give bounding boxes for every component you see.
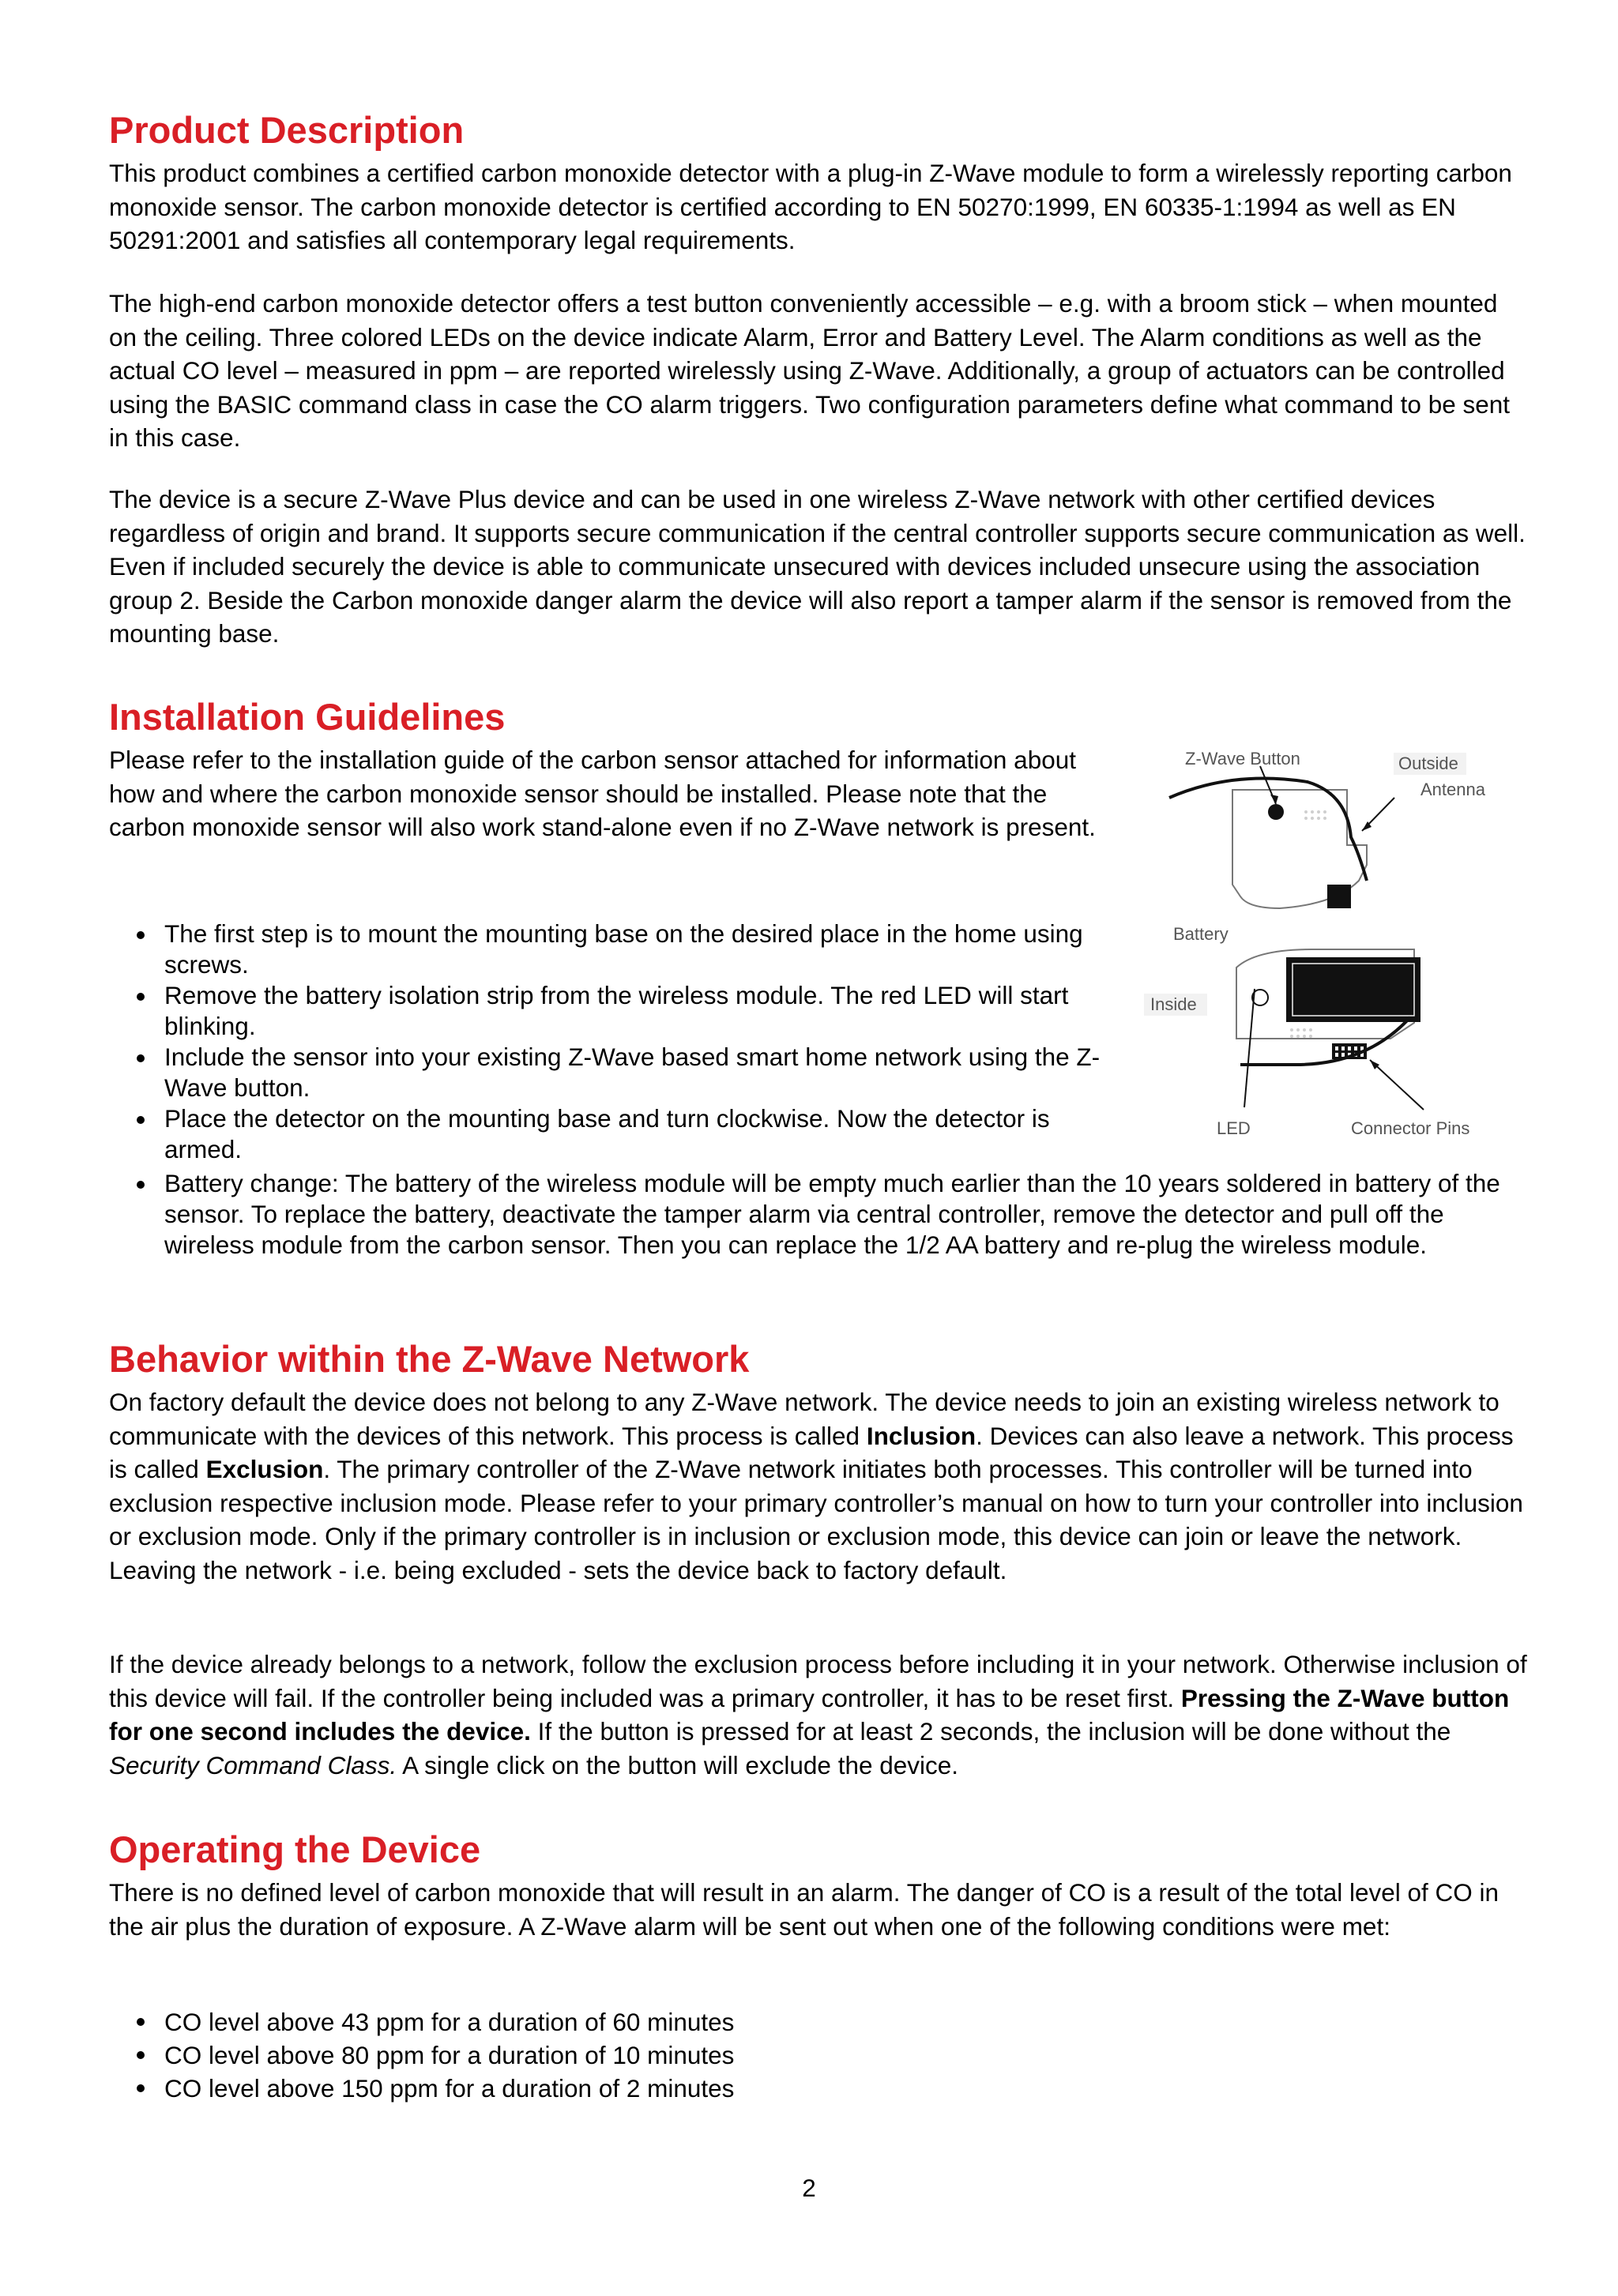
product-description-paragraph-2: The high-end carbon monoxide detector offers a test button conveniently accessible – e.g. with a broom stick – when mounted on the ceiling. Three colored LEDs on the device indicate Alarm, Error and Battery Level. The Alarm conditions as well as the actual CO level – measured in ppm – are reported wirelessly using Z-Wave. Additionally, a group of actuators can be controlled using the BASIC command class in case the CO alarm triggers. Two configuration parameters define what command to be sent in this case. bbox=[109, 289, 1511, 452]
antenna-label: Antenna bbox=[1420, 780, 1485, 799]
outside-label: Outside bbox=[1398, 753, 1458, 773]
product-description-paragraph-3: The device is a secure Z-Wave Plus device and can be used in one wireless Z-Wave network with other certified devices regardless of origin and brand. It supports secure communication if the central controller supports secure communication as well. Even if included securely the device is able to communicate unsecured with devices included unsecure using the association group 2. Beside the Carbon monoxide danger alarm the device will also report a tamper alarm if the sensor is removed from the mounting base. bbox=[109, 485, 1526, 648]
list-item: Include the sensor into your existing Z-Wave based smart home network using the Z-Wave button. bbox=[109, 1042, 1108, 1103]
behavior-heading: Behavior within the Z-Wave Network bbox=[109, 1338, 750, 1380]
inside-label: Inside bbox=[1150, 994, 1197, 1014]
include-instruction: Pressing the Z-Wave button for one second includes the device. bbox=[109, 1683, 1510, 1745]
battery-label: Battery bbox=[1173, 924, 1229, 944]
behavior-paragraph-1: On factory default the device does not belong to any Z-Wave network. The device needs to join an existing wireless network to communicate with the devices of this network. This process is called Inclusion. Devices can also leave a network. This process is called Exclusion. The primary controller of the Z-Wave network initiates both processes. This controller will be turned into exclusion respective inclusion mode. Please refer to your primary controller’s manual on how to turn your controller into inclusion or exclusion mode. Only if the primary controller is in inclusion or exclusion mode, this device can join or leave the network. Leaving the network - i.e. being excluded - sets the device back to factory default. bbox=[109, 1388, 1523, 1584]
installation-battery-list bbox=[109, 1168, 1531, 1261]
sensor-module-diagram bbox=[1138, 742, 1493, 1153]
connector-pins-label: Connector Pins bbox=[1351, 1118, 1470, 1138]
behavior-paragraph-2: If the device already belongs to a network, follow the exclusion process before including it in your network. Otherwise inclusion of this device will fail. If the controller being included was a primary controller, it has to be reset first. Pressing the Z-Wave button for one second includes the device. If the button is pressed for at least 2 seconds, the inclusion will be done without the Security Command Class. A single click on the button will exclude the device. bbox=[109, 1650, 1527, 1779]
operating-paragraph: There is no defined level of carbon monoxide that will result in an alarm. The danger of CO is a result of the total level of CO in the air plus the duration of exposure. A Z-Wave alarm will be sent out when one of the following conditions were met: bbox=[109, 1878, 1499, 1941]
list-item: CO level above 80 ppm for a duration of 10 minutes bbox=[109, 2039, 1531, 2072]
list-item: Place the detector on the mounting base and turn clockwise. Now the detector is armed. bbox=[109, 1103, 1108, 1165]
battery-block bbox=[1286, 957, 1420, 1022]
installation-intro-paragraph: Please refer to the installation guide of the carbon sensor attached for information about how and where the carbon monoxide sensor should be installed. Please note that the carbon monoxide sensor will also work stand-alone even if no Z-Wave network is present. bbox=[109, 746, 1096, 841]
led-label: LED bbox=[1217, 1118, 1251, 1138]
list-item: Battery change: The battery of the wireless module will be empty much earlier than the 10 years soldered in battery of the sensor. To replace the battery, deactivate the tamper alarm via central controller, remove the detector and pull off the wireless module from the carbon sensor. Then you can replace the 1/2 AA battery and re-plug the wireless module. bbox=[109, 1168, 1531, 1261]
outside-view bbox=[1169, 766, 1394, 908]
page-number: 2 bbox=[802, 2174, 816, 2202]
operating-heading: Operating the Device bbox=[109, 1828, 481, 1870]
alarm-conditions-list bbox=[109, 2005, 1531, 2105]
list-item: Remove the battery isolation strip from the wireless module. The red LED will start blinking. bbox=[109, 980, 1108, 1042]
exclusion-term: Exclusion bbox=[205, 1455, 324, 1483]
product-description-paragraph-1: This product combines a certified carbon monoxide detector with a plug-in Z-Wave module to form a wirelessly reporting carbon monoxide sensor. The carbon monoxide detector is certified according to EN 50270:1999, EN 60335-1:1994 as well as EN 50291:2001 and satisfies all contemporary legal requirements. bbox=[109, 159, 1512, 254]
inside-view bbox=[1236, 949, 1424, 1110]
installation-guidelines-heading: Installation Guidelines bbox=[109, 696, 506, 738]
list-item: CO level above 43 ppm for a duration of 60 minutes bbox=[109, 2005, 1531, 2039]
zwave-button-dot bbox=[1268, 804, 1284, 820]
list-item: CO level above 150 ppm for a duration of 2 minutes bbox=[109, 2072, 1531, 2105]
inclusion-term: Inclusion bbox=[866, 1421, 976, 1450]
list-item: The first step is to mount the mounting base on the desired place in the home using screws. bbox=[109, 919, 1108, 980]
installation-steps-list bbox=[109, 919, 1108, 1165]
security-command-class-term: Security Command Class. bbox=[109, 1750, 397, 1779]
zwave-button-label: Z-Wave Button bbox=[1185, 749, 1300, 768]
product-description-heading: Product Description bbox=[109, 109, 465, 151]
module-chip bbox=[1327, 885, 1351, 908]
